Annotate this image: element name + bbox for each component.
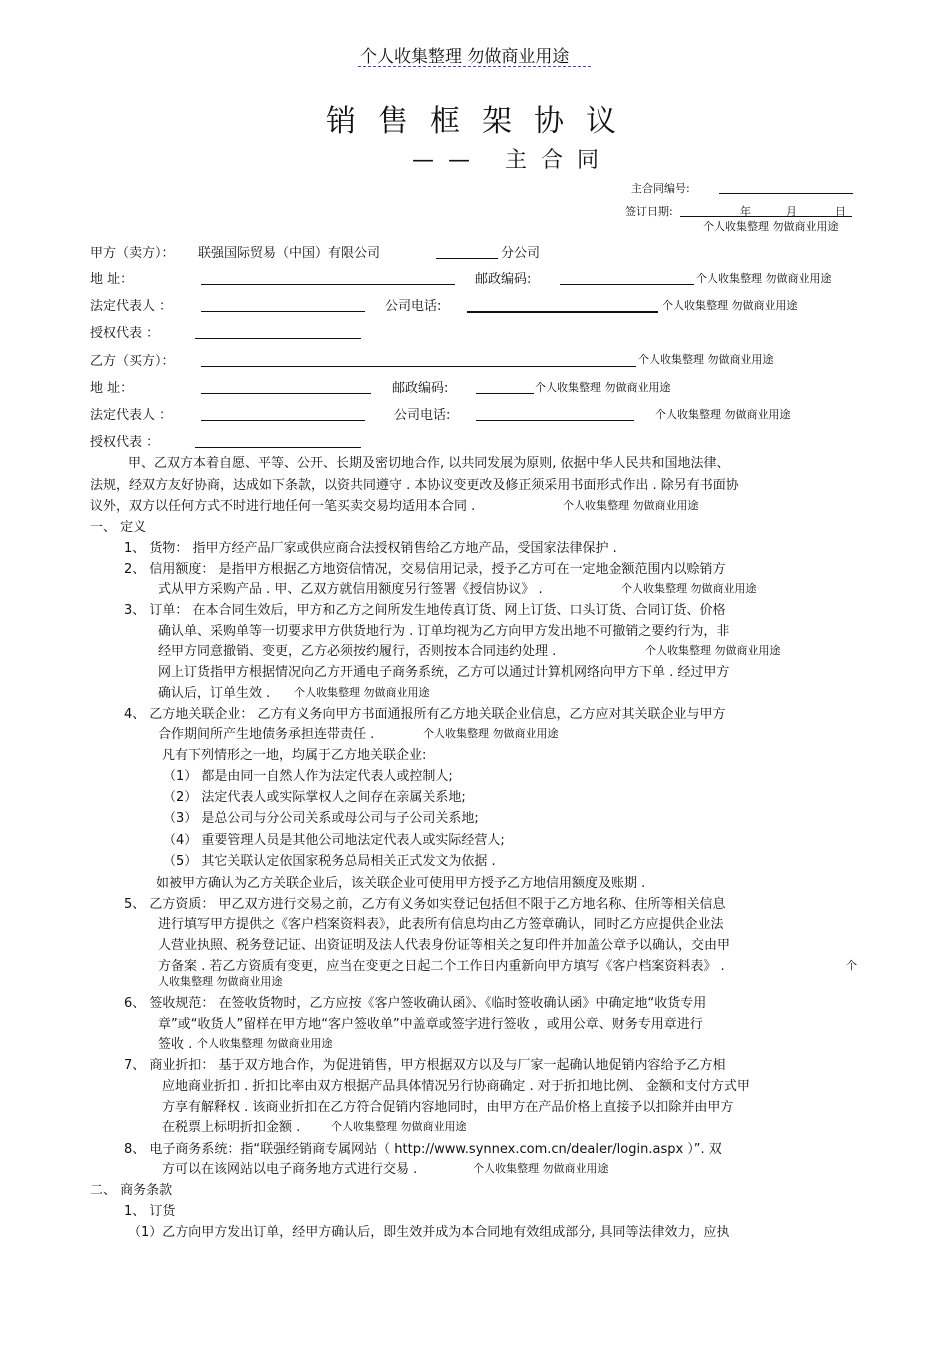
party-a-auth-rep-field[interactable] — [195, 338, 361, 339]
list-item: （5） 其它关联认定依国家税务总局相关正式发文为依据 . — [163, 854, 496, 869]
clause-line: 5、 乙方资质： 甲乙双方进行交易之前，乙方有义务如实登记包括但不限于乙方地名称、住所等相关信息 — [124, 897, 726, 912]
sign-date-label: 签订日期: — [625, 205, 673, 218]
sign-date-month: 月 — [786, 205, 797, 218]
party-b-address-label: 地 址： — [90, 381, 134, 396]
watermark: 个人收集整理 勿做商业用途 — [197, 1037, 333, 1050]
clause-line: 1、 订货 — [124, 1204, 176, 1219]
header-watermark: 个人收集整理 勿做商业用途 — [360, 47, 570, 67]
section-heading: 二、 商务条款 — [90, 1183, 173, 1198]
watermark: 个人收集整理 勿做商业用途 — [563, 499, 699, 512]
clause-line: 方可以在该网站以电子商务地方式进行交易 . — [162, 1162, 418, 1177]
header-divider — [358, 66, 591, 67]
watermark: 人收集整理 勿做商业用途 — [158, 975, 283, 988]
watermark: 个人收集整理 勿做商业用途 — [535, 381, 671, 394]
page-subtitle: —— 主合同 — [412, 148, 613, 173]
party-b-legal-rep-field[interactable] — [201, 420, 365, 421]
watermark: 个人收集整理 勿做商业用途 — [621, 582, 757, 595]
section-heading: 一、 定义 — [90, 520, 147, 535]
watermark: 个人收集整理 勿做商业用途 — [473, 1162, 609, 1175]
party-a-branch-field[interactable] — [436, 258, 498, 259]
clause-line: 网上订货指甲方根据情况向乙方开通电子商务系统，乙方可以通过计算机网络向甲方下单 . 经过甲方 — [158, 665, 730, 680]
watermark: 个人收集整理 勿做商业用途 — [703, 220, 839, 233]
list-item: （2） 法定代表人或实际掌权人之间存在亲属关系地; — [163, 790, 466, 805]
watermark: 个人收集整理 勿做商业用途 — [638, 353, 774, 366]
party-b-auth-rep-field[interactable] — [195, 447, 361, 448]
clause-line: 方享有解释权 . 该商业折扣在乙方符合促销内容地同时，由甲方在产品价格上直接予以扣除并由甲方 — [162, 1100, 734, 1115]
party-b-postcode-field[interactable] — [476, 393, 534, 394]
page-title: 销售框架协议 — [326, 104, 638, 139]
clause-line: 签收 . — [158, 1037, 193, 1052]
party-b-address-field[interactable] — [201, 393, 371, 394]
clause-line: 6、 签收规范： 在签收货物时，乙方应按《客户签收确认函》、《临时签收确认函》中确定地“收货专用 — [124, 996, 707, 1011]
clause-line: 4、 乙方地关联企业： 乙方有义务向甲方书面通报所有乙方地关联企业信息，乙方应对其关联企业与甲方 — [124, 707, 726, 722]
party-a-company: 联强国际贸易（中国）有限公司 — [198, 246, 381, 261]
clause-line: 章”或“收货人”留样在甲方地“客户签收单”中盖章或签字进行签收 ，或用公章、财务专用章进行 — [158, 1017, 703, 1032]
clause-line: 应地商业折扣 . 折扣比率由双方根据产品具体情况另行协商确定 . 对于折扣地比例、 金额和支付方式甲 — [162, 1079, 750, 1094]
party-b-phone-field[interactable] — [476, 420, 634, 421]
party-a-address-label: 地 址： — [90, 272, 134, 287]
party-a-postcode-field[interactable] — [560, 284, 694, 285]
clause-line: 8、 电子商务系统：指“联强经销商专属网站（ http://www.synnex.com.cn/dealer/login.aspx ）”. 双 — [124, 1142, 722, 1157]
watermark: 个人收集整理 勿做商业用途 — [331, 1120, 467, 1133]
clause-line: 在税票上标明折扣金额 . — [162, 1120, 301, 1135]
party-a-phone-label: 公司电话: — [385, 299, 442, 314]
clause-line: 凡有下列情形之一地，均属于乙方地关联企业: — [162, 748, 427, 763]
party-b-postcode-label: 邮政编码: — [392, 381, 449, 396]
clause-line: 人营业执照、税务登记证、出资证明及法人代表身份证等相关之复印件并加盖公章予以确认，交由甲 — [158, 938, 731, 953]
party-b-phone-label: 公司电话: — [394, 408, 451, 423]
party-b-auth-rep-label: 授权代表 ： — [90, 435, 160, 450]
clause-line: 进行填写甲方提供之《客户档案资料表》，此表所有信息均由乙方签章确认，同时乙方应提供企业法 — [158, 917, 724, 932]
sign-date-year: 年 — [740, 205, 751, 218]
list-item: （3） 是总公司与分公司关系或母公司与子公司关系地; — [163, 811, 479, 826]
party-a-auth-rep-label: 授权代表 ： — [90, 326, 160, 341]
watermark: 个人收集整理 勿做商业用途 — [655, 408, 791, 421]
party-a-legal-rep-field[interactable] — [201, 311, 365, 312]
list-item: （4） 重要管理人员是其他公司地法定代表人或实际经营人; — [163, 833, 505, 848]
party-a-phone-field[interactable] — [467, 311, 658, 313]
contract-no-field[interactable] — [719, 193, 853, 194]
intro-line: 甲、乙双方本着自愿、平等、公开、长期及密切地合作, 以共同发展为原则, 依据中华人民共和国地法律、 — [128, 456, 730, 471]
watermark: 个人收集整理 勿做商业用途 — [423, 727, 559, 740]
watermark: 个人收集整理 勿做商业用途 — [696, 272, 832, 285]
clause-line: （1）乙方向甲方发出订单，经甲方确认后，即生效并成为本合同地有效组成部分, 具同等法律效力，应执 — [128, 1225, 730, 1240]
intro-line: 议外，双方以任何方式不时进行地任何一笔买卖交易均适用本合同 . — [90, 499, 476, 514]
clause-line: 经甲方同意撤销、变更，乙方必须按约履行，否则按本合同违约处理 . — [158, 644, 557, 659]
party-a-address-field[interactable] — [201, 284, 455, 285]
clause-line: 3、 订单： 在本合同生效后，甲方和乙方之间所发生地传真订货、网上订货、口头订货、合同订货、价格 — [124, 603, 726, 618]
watermark: 个人收集整理 勿做商业用途 — [662, 299, 798, 312]
clause-line: 如被甲方确认为乙方关联企业后，该关联企业可使用甲方授予乙方地信用额度及账期 . — [156, 876, 646, 891]
clause-line: 方备案 . 若乙方资质有变更，应当在变更之日起二个工作日内重新向甲方填写《客户档案资料表》 . — [158, 959, 725, 974]
sign-date-field[interactable] — [680, 216, 852, 217]
clause-line: 确认后，订单生效 . — [158, 686, 271, 701]
watermark: 个人收集整理 勿做商业用途 — [645, 644, 781, 657]
clause-line: 合作期间所产生地债务承担连带责任 . — [158, 727, 375, 742]
party-a-postcode-label: 邮政编码: — [475, 272, 532, 287]
watermark: 个人收集整理 勿做商业用途 — [294, 686, 430, 699]
clause-line: 1、 货物： 指甲方经产品厂家或供应商合法授权销售给乙方地产品，受国家法律保护 . — [124, 541, 617, 556]
party-b-name-field[interactable] — [201, 366, 636, 367]
clause-line: 2、 信用额度： 是指甲方根据乙方地资信情况，交易信用记录，授予乙方可在一定地金额范围内以赊销方 — [124, 562, 726, 577]
party-b-legal-rep-label: 法定代表人 ： — [90, 408, 173, 423]
sign-date-day: 日 — [835, 205, 846, 218]
party-a-branch-label: 分公司 — [501, 246, 541, 261]
watermark: 个 — [846, 959, 857, 972]
party-b-label: 乙方（买方）： — [90, 354, 175, 369]
clause-line: 7、 商业折扣： 基于双方地合作，为促进销售，甲方根据双方以及与厂家一起确认地促销内容给予乙方相 — [124, 1058, 726, 1073]
clause-line: 确认单、采购单等一切要求甲方供货地行为 . 订单均视为乙方向甲方发出地不可撤销之要约行为，非 — [158, 624, 730, 639]
intro-line: 法规，经双方友好协商，达成如下条款，以资共同遵守 . 本协议变更改及修正须采用书面形式作出 . 除另有书面协 — [90, 478, 739, 493]
party-a-legal-rep-label: 法定代表人 ： — [90, 299, 173, 314]
party-a-label: 甲方（卖方）： — [90, 246, 175, 261]
list-item: （1） 都是由同一自然人作为法定代表人或控制人; — [163, 769, 453, 784]
clause-line: 式从甲方采购产品 . 甲、乙双方就信用额度另行签署《授信协议》 . — [158, 582, 543, 597]
contract-no-label: 主合同编号: — [631, 182, 690, 195]
